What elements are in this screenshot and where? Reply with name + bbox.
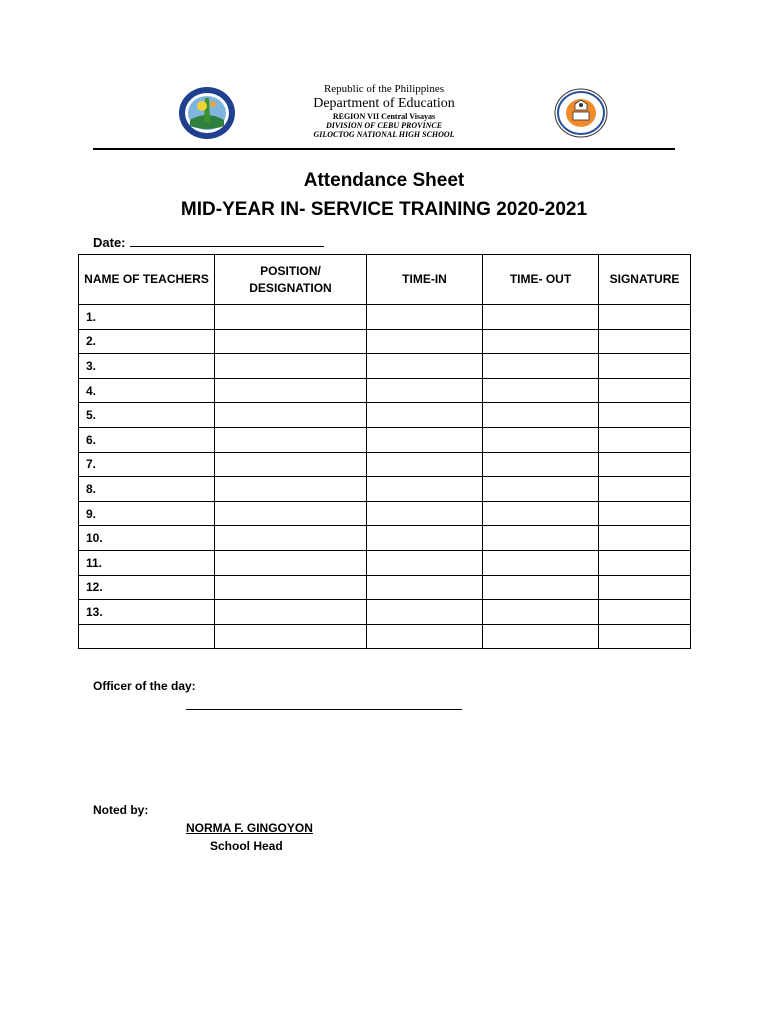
division-line: DIVISION OF CEBU PROVINCE <box>325 121 443 130</box>
letterhead <box>0 84 768 139</box>
officer-label: Officer of the day: <box>93 679 196 693</box>
entry-cell[interactable] <box>367 354 483 379</box>
entry-cell[interactable] <box>215 427 367 452</box>
entry-cell[interactable] <box>599 329 691 354</box>
entry-cell[interactable] <box>367 403 483 428</box>
row-number-cell: 10. <box>79 526 215 551</box>
entry-cell[interactable] <box>367 526 483 551</box>
noted-by-label: Noted by: <box>93 803 149 817</box>
entry-cell[interactable] <box>599 378 691 403</box>
table-row <box>79 600 691 625</box>
entry-cell[interactable] <box>599 403 691 428</box>
entry-cell[interactable] <box>599 477 691 502</box>
school-line: GILOCTOG NATIONAL HIGH SCHOOL <box>313 130 455 139</box>
entry-cell[interactable] <box>483 526 599 551</box>
entry-cell[interactable] <box>483 427 599 452</box>
entry-cell[interactable] <box>483 378 599 403</box>
table-row <box>79 526 691 551</box>
entry-cell[interactable] <box>599 305 691 330</box>
row-number-cell: 8. <box>79 477 215 502</box>
entry-cell[interactable] <box>367 575 483 600</box>
table-row <box>79 624 691 649</box>
entry-cell[interactable] <box>215 403 367 428</box>
entry-cell[interactable] <box>367 477 483 502</box>
table-row <box>79 501 691 526</box>
entry-cell[interactable] <box>483 624 599 649</box>
entry-cell[interactable] <box>215 452 367 477</box>
entry-cell[interactable] <box>483 600 599 625</box>
entry-cell[interactable] <box>599 526 691 551</box>
table-row <box>79 378 691 403</box>
entry-cell[interactable] <box>599 452 691 477</box>
table-row <box>79 550 691 575</box>
entry-cell[interactable] <box>483 575 599 600</box>
column-header: NAME OF TEACHERS <box>79 255 215 305</box>
entry-cell[interactable] <box>599 624 691 649</box>
row-number-cell: 6. <box>79 427 215 452</box>
entry-cell[interactable] <box>215 575 367 600</box>
table-row <box>79 329 691 354</box>
entry-cell[interactable] <box>215 329 367 354</box>
entry-cell[interactable] <box>483 354 599 379</box>
country-line: Republic of the Philippines <box>323 83 445 95</box>
entry-cell[interactable] <box>599 501 691 526</box>
entry-cell[interactable] <box>215 624 367 649</box>
entry-cell[interactable] <box>599 550 691 575</box>
entry-cell[interactable] <box>483 550 599 575</box>
entry-cell[interactable] <box>483 305 599 330</box>
table-row <box>79 403 691 428</box>
row-number-cell: 2. <box>79 329 215 354</box>
row-number-cell: 11. <box>79 550 215 575</box>
row-number-cell: 4. <box>79 378 215 403</box>
page-subtitle: MID-YEAR IN- SERVICE TRAINING 2020-2021 <box>180 199 588 220</box>
table-row <box>79 354 691 379</box>
entry-cell[interactable] <box>367 329 483 354</box>
entry-cell[interactable] <box>483 452 599 477</box>
entry-cell[interactable] <box>215 600 367 625</box>
entry-cell[interactable] <box>599 427 691 452</box>
entry-cell[interactable] <box>215 526 367 551</box>
column-header: TIME- OUT <box>483 255 599 305</box>
entry-cell[interactable] <box>599 354 691 379</box>
table-row <box>79 452 691 477</box>
row-number-cell: 9. <box>79 501 215 526</box>
entry-cell[interactable] <box>367 624 483 649</box>
entry-cell[interactable] <box>483 329 599 354</box>
table-row <box>79 427 691 452</box>
entry-cell[interactable] <box>367 550 483 575</box>
date-blank-line[interactable] <box>130 234 324 247</box>
row-number-cell: 1. <box>79 305 215 330</box>
attendance-table <box>78 254 691 649</box>
school-head-title: School Head <box>210 839 283 853</box>
entry-cell[interactable] <box>599 575 691 600</box>
entry-cell[interactable] <box>367 427 483 452</box>
row-number-cell: 12. <box>79 575 215 600</box>
entry-cell[interactable] <box>215 501 367 526</box>
entry-cell[interactable] <box>483 501 599 526</box>
row-number-cell: 5. <box>79 403 215 428</box>
entry-cell[interactable] <box>215 305 367 330</box>
header-divider <box>93 148 675 150</box>
table-row <box>79 575 691 600</box>
entry-cell[interactable] <box>367 600 483 625</box>
date-label: Date: <box>93 235 126 250</box>
entry-cell[interactable] <box>367 305 483 330</box>
table-row <box>79 305 691 330</box>
entry-cell[interactable] <box>599 600 691 625</box>
date-field <box>93 234 324 250</box>
column-header: SIGNATURE <box>599 255 691 305</box>
table-header-row <box>79 255 691 305</box>
department-line: Department of Education <box>313 96 455 111</box>
entry-cell[interactable] <box>483 477 599 502</box>
entry-cell[interactable] <box>215 354 367 379</box>
entry-cell[interactable] <box>215 477 367 502</box>
column-header: TIME-IN <box>367 255 483 305</box>
school-head-name: NORMA F. GINGOYON <box>186 821 313 835</box>
officer-signature-line[interactable] <box>186 709 462 710</box>
row-number-cell: 13. <box>79 600 215 625</box>
row-number-cell <box>79 624 215 649</box>
row-number-cell: 3. <box>79 354 215 379</box>
column-header: POSITION/ DESIGNATION <box>215 255 367 305</box>
entry-cell[interactable] <box>367 452 483 477</box>
entry-cell[interactable] <box>367 501 483 526</box>
entry-cell[interactable] <box>215 550 367 575</box>
table-row <box>79 477 691 502</box>
region-line: REGION VII Central Visayas <box>332 112 436 121</box>
entry-cell[interactable] <box>367 378 483 403</box>
entry-cell[interactable] <box>215 378 367 403</box>
row-number-cell: 7. <box>79 452 215 477</box>
page-title: Attendance Sheet <box>303 170 465 191</box>
entry-cell[interactable] <box>483 403 599 428</box>
